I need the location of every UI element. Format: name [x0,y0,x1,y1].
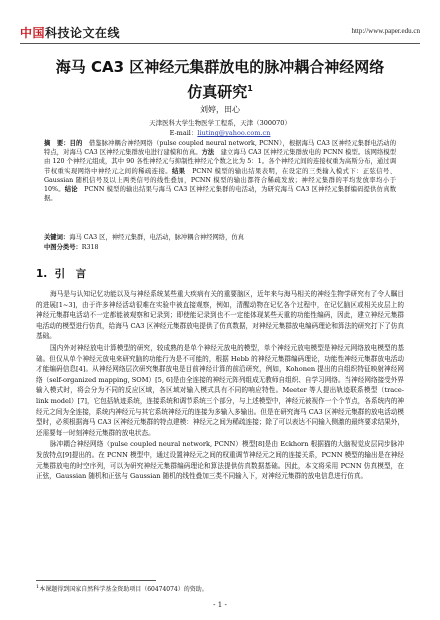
title-line-1: 海马 CA3 区神经元集群放电的脉冲耦合神经网络 [55,58,385,76]
abstract [44,139,396,203]
body-text [36,289,404,482]
journal-logo: 中国科技论文在线 [20,26,121,40]
footnote-rule [36,580,156,581]
keywords-text: 海马 CA3 区，神经元集群，电活动，脉冲耦合神经网络，仿真 [69,234,244,241]
section-number: 1. [36,268,48,280]
abstract-method-text: 建立海马 CA3 区神经元集群放电的 PCNN 模型。该网络模型由 120 个神经元组成，其中 90 各性神经元与抑制性神经元个数之比为 5：1。各个神经元间的连接权重为高斯分布，通过调节权重实现网络中神经元之间的稀疏连接。 [44,149,397,175]
email-address[interactable]: liuting@yahoo.com.cn [197,129,271,137]
footnote [36,584,404,593]
page-number: - 1 - [213,601,227,609]
abstract-label: 摘 要： [44,140,70,147]
footnote-mark: 1 [36,584,40,590]
body-paragraph-3: 脉冲耦合神经网络（pulse coupled neural network, PCNN）模型[8]是由 Eckhorn 根据猫的大脑视觉皮层同步脉冲发放特点[9]提出的。在 PCNN 模型中，通过设置神经元之间的权重调节神经元之间的连接关系，PCNN 模型的输出是在神经元集群放电的时空序列，可以为研究神经元集群编码理论和算法提供仿真数据基础。因此，本文将采用 PCNN 仿真模型，在正弦，Gaussian 随机和正弦与 Gaussian 随机的线性叠加三类不同输入下，对神经元集群的放电信息进行仿真。 [36,440,404,481]
title-footnote-mark: 1 [247,84,253,93]
abstract-conclusion-label: 结论 [64,186,78,194]
page-header [20,24,420,42]
email-label: E-mail： [169,129,198,137]
authors: 刘婷，田心 [200,105,240,114]
abstract-result-label: 结果 [171,167,186,175]
keywords-label: 关键词： [44,234,70,241]
email-line [0,128,440,137]
abstract-method-label: 方法 [201,149,215,157]
abstract-result-text: PCNN 模型的输出结果表明，在设定的三类输入模式下：正弦信号、Gaussian 随机信号及以上两类信号的线性叠加，PCNN 模型的输出都符合稀疏发放；神经元集群的平均发放率均小于 10%。 [44,167,397,194]
abstract-goal-text: 借鉴脉冲耦合神经网络（pulse coupled neural network, PCNN），根据海马 CA3 区神经元集群电活动的特点，对海马 CA3 区神经元集群放电进行建模和仿真。 [44,140,397,157]
classification-text: R318 [81,244,99,251]
title-line-2: 仿真研究$^1$ [187,83,253,101]
classification [44,243,396,252]
footnote-text: 本课题得到国家自然科学基金资助项目（60474074）的资助。 [39,586,208,593]
keywords [44,233,396,242]
abstract-conclusion-text: PCNN 模型的输出结果与海马 CA3 区神经元集群的电活动，为研究海马 CA3 区神经元集群编码提供仿真数据。 [44,186,397,203]
abstract-goal-label: 目的 [69,140,83,147]
body-paragraph-1: 海马是与认知记忆功能以及与神经系统某些重大疾病有关的重要脑区，近年来与海马相关的神经生物学研究有了令人瞩目的进展[1~3]，由于许多神经活动很难在实验中被直接观察，例如，清醒动物在记忆各个过程中，在记忆脑区或相关皮层上的神经元集群电活动不一定都能被观察和记录到；即使能记录到也不一定能体现某些天重的功能性编码，因此，建立神经元集群电活动的模型进行仿真，给海马 CA3 区神经元集群放电提供了仿真数据，对神经元集群放电编码理论和算法的研究打下了仿真基础。 [36,290,404,341]
header-url[interactable]: http://www.paper.edu.cn [351,27,420,35]
paper-title [20,56,420,103]
affiliation: 天津医科大学生物医学工程系，天津（300070） [149,119,291,127]
body-paragraph-2: 国内外对神经放电计算模型的研究，较成熟的是单个神经元放电的模型，单个神经元放电模型是神经元网络放电模型的基础。但仅从单个神经元放电来研究脑的功能行为是不可能的，根据 Hebb 的神经元集群编码理论，功能性神经元集群放电活动才能编码信息[4]。从神经网络层次研究集群放电是目前神经计算的前沿研究，例如，Kohonen 提出的自组织特征映射神经网络（self-organized mapping, SOM）[5, 6]是由全连接的神经元阵列组成无教师自组织、自学习网络。当神经网络接受外界输入模式时，将会分为不同的反应区域，各区域对输入模式具有不同的响应特性。Meeter 等人提出轨迹联系模型（trace-link model）[7]，它包括轨迹系统，连接系统和调节系统三个部分，与上述模型中，神经元被视作一个个节点，各系统内的神经元之间为全连接，系统内神经元与其它系统神经元的连接为多输入多输出。但是在研究海马 CA3 区神经元集群的放电活动模型时，必须根据海马 CA3 区神经元集群的特点建模：神经元之间为稀疏连接；除了可以表达不同输入侧激的最终要求结果外，还需要每一时刻神经元集群的放电状态。 [36,343,404,437]
section-heading [36,266,86,281]
section-title: 引 言 [54,268,87,280]
classification-label: 中图分类号： [44,244,82,251]
header-rule [20,43,420,44]
